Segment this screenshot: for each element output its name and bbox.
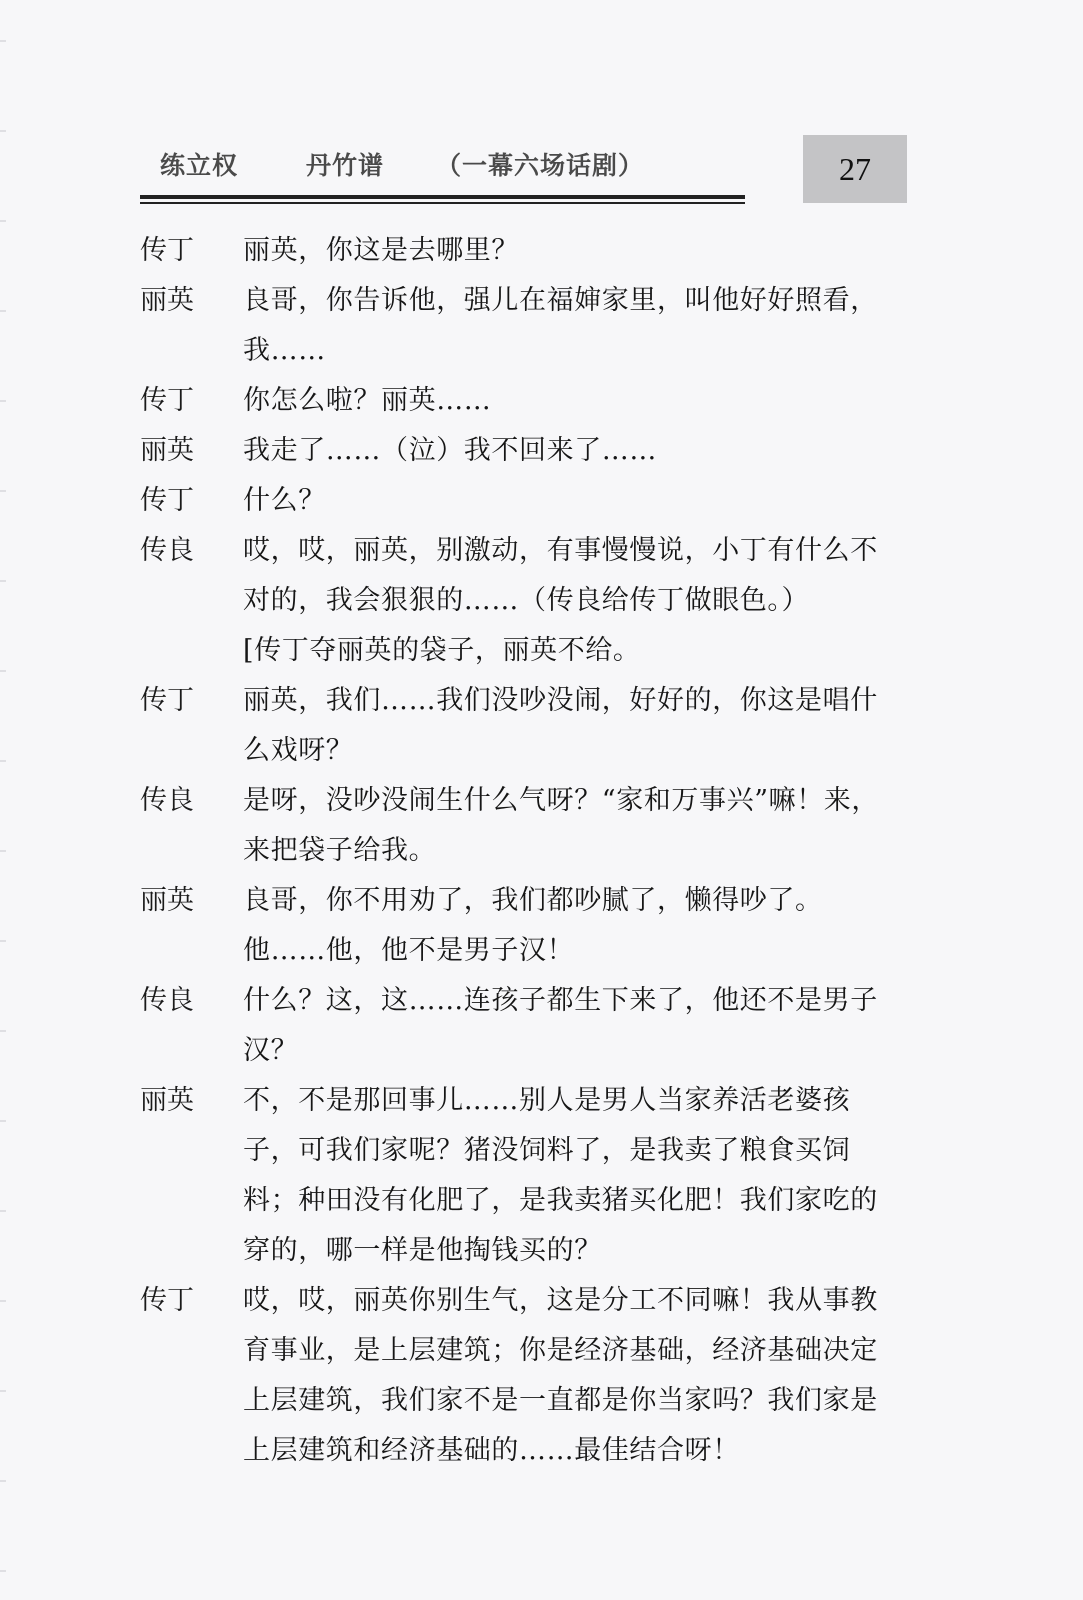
dialogue-entry xyxy=(140,876,920,976)
dialogue-line: 是呀，没吵没闹生什么气呀？“家和万事兴”嘛！来，来把袋子给我。 xyxy=(243,785,880,866)
dialogue-line: 哎，哎，丽英你别生气，这是分工不同嘛！我从事教育事业，是上层建筑；你是经济基础，经济基础决定上层建筑，我们家不是一直都是你当家吗？我们家是上层建筑和经济基础的……最佳结合呀！ xyxy=(243,1285,878,1466)
speaker-name: 传丁 xyxy=(140,685,194,716)
dialogue-line-with-stage-direction xyxy=(243,526,898,676)
speaker-name: 传丁 xyxy=(140,385,194,416)
dialogue-entry xyxy=(140,276,920,376)
dialogue-entry xyxy=(140,426,920,476)
dialogue-body xyxy=(140,226,920,1476)
speaker-name: 传丁 xyxy=(140,1285,194,1316)
dialogue-line: 你怎么啦？丽英…… xyxy=(243,385,492,416)
speaker-name: 传良 xyxy=(140,985,194,1016)
dialogue-line: 丽英，我们……我们没吵没闹，好好的，你这是唱什么戏呀？ xyxy=(243,685,878,766)
dialogue-line: 丽英，你这是去哪里？ xyxy=(243,235,519,266)
dialogue-text: 哎，哎，丽英，别激动，有事慢慢说，小丁有什么不对的，我会狠狠的……（传良给传丁做眼色。） xyxy=(243,535,878,616)
dialogue-entry xyxy=(140,1076,920,1276)
speaker-name: 丽英 xyxy=(140,285,194,316)
header-rule-thick xyxy=(140,195,745,199)
dialogue-entry xyxy=(140,476,920,526)
stage-direction: [传丁夺丽英的袋子，丽英不给。 xyxy=(243,635,641,666)
dialogue-entry xyxy=(140,976,920,1076)
header-text xyxy=(160,146,644,182)
speaker-name: 丽英 xyxy=(140,885,194,916)
dialogue-entry xyxy=(140,676,920,776)
dialogue-line: 良哥，你不用劝了，我们都吵腻了，懒得吵了。他……他，他不是男子汉！ xyxy=(243,885,823,966)
dialogue-entry xyxy=(140,226,920,276)
dialogue-line: 不，不是那回事儿……别人是男人当家养活老婆孩子，可我们家呢？猪没饲料了，是我卖了粮食买饲料；种田没有化肥了，是我卖猪买化肥！我们家吃的穿的，哪一样是他掏钱买的？ xyxy=(243,1085,878,1266)
dialogue-line: 良哥，你告诉他，强儿在福婶家里，叫他好好照看，我…… xyxy=(243,285,878,366)
speaker-name: 丽英 xyxy=(140,1085,194,1116)
running-header xyxy=(140,138,745,206)
page-number: 27 xyxy=(803,135,907,203)
dialogue-line: 什么？这，这……连孩子都生下来了，他还不是男子汉？ xyxy=(243,985,878,1066)
dialogue-entry xyxy=(140,376,920,426)
speaker-name: 传良 xyxy=(140,535,194,566)
dialogue-line: 我走了……（泣）我不回来了…… xyxy=(243,435,657,466)
dialogue-entry xyxy=(140,1276,920,1476)
scan-edge xyxy=(0,0,6,1600)
header-subtitle: （一幕六场话剧） xyxy=(436,151,645,180)
header-work-title: 丹竹谱 xyxy=(306,151,385,180)
dialogue-entry xyxy=(140,526,920,676)
header-author: 练立权 xyxy=(160,151,239,180)
speaker-name: 丽英 xyxy=(140,435,194,466)
speaker-name: 传丁 xyxy=(140,485,194,516)
speaker-name: 传丁 xyxy=(140,235,194,266)
dialogue-line: 什么？ xyxy=(243,485,326,516)
speaker-name: 传良 xyxy=(140,785,194,816)
header-rule-thin xyxy=(140,202,745,204)
dialogue-entry xyxy=(140,776,920,876)
